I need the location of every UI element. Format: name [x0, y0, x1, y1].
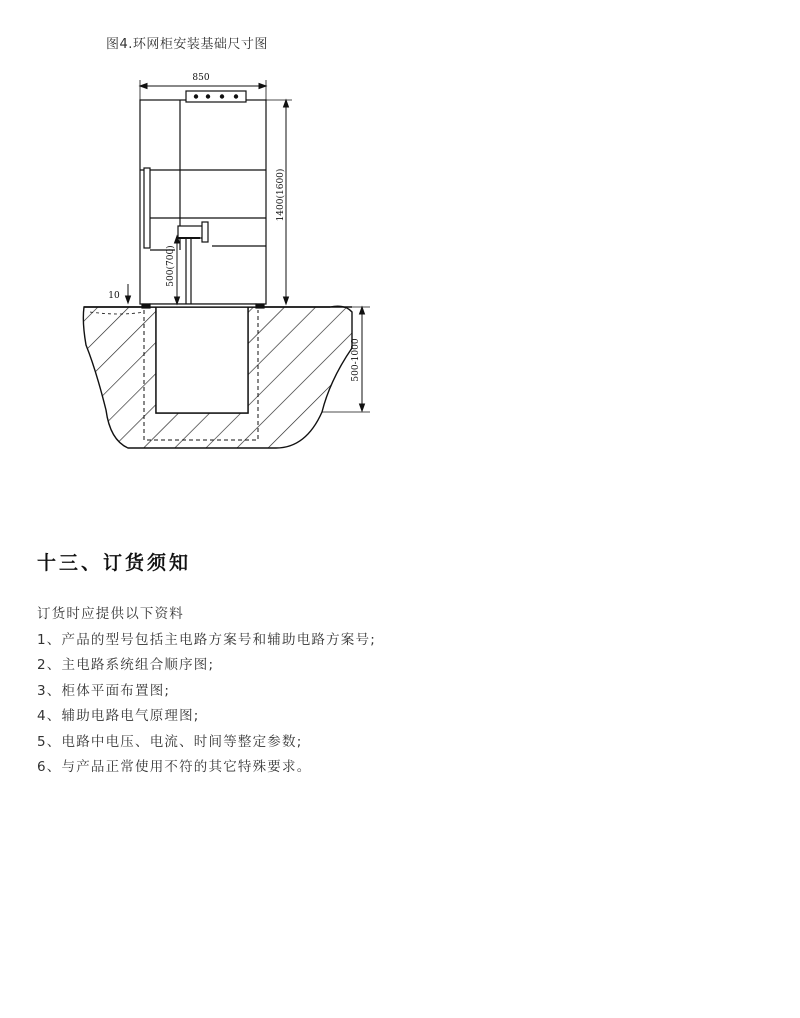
list-item: 2、主电路系统组合顺序图;: [37, 657, 215, 673]
section-title: 十三、订货须知: [37, 552, 192, 574]
ring-main-unit-cabinet: [140, 91, 266, 308]
ordering-notes: [37, 602, 376, 781]
dimension-height: 1400(1600): [276, 168, 286, 222]
dimension-pit-depth: 500-1000: [351, 338, 361, 382]
list-item: 4、辅助电路电气原理图;: [37, 708, 200, 724]
list-item: 3、柜体平面布置图;: [37, 682, 171, 699]
figure-caption: 图4.环网柜安装基础尺寸图: [106, 37, 268, 52]
cabinet-foundation-drawing: [0, 55, 420, 455]
dimension-cable: 500(700): [166, 245, 176, 287]
dimension-offset: 10: [108, 291, 120, 301]
list-item: 5、电路中电压、电流、时间等整定参数;: [37, 733, 303, 750]
dimension-width: 850: [192, 73, 210, 83]
list-item: 6、与产品正常使用不符的其它特殊要求。: [37, 759, 312, 775]
notes-intro: 订货时应提供以下资料: [37, 606, 184, 622]
list-item: 1、产品的型号包括主电路方案号和辅助电路方案号;: [37, 631, 376, 648]
